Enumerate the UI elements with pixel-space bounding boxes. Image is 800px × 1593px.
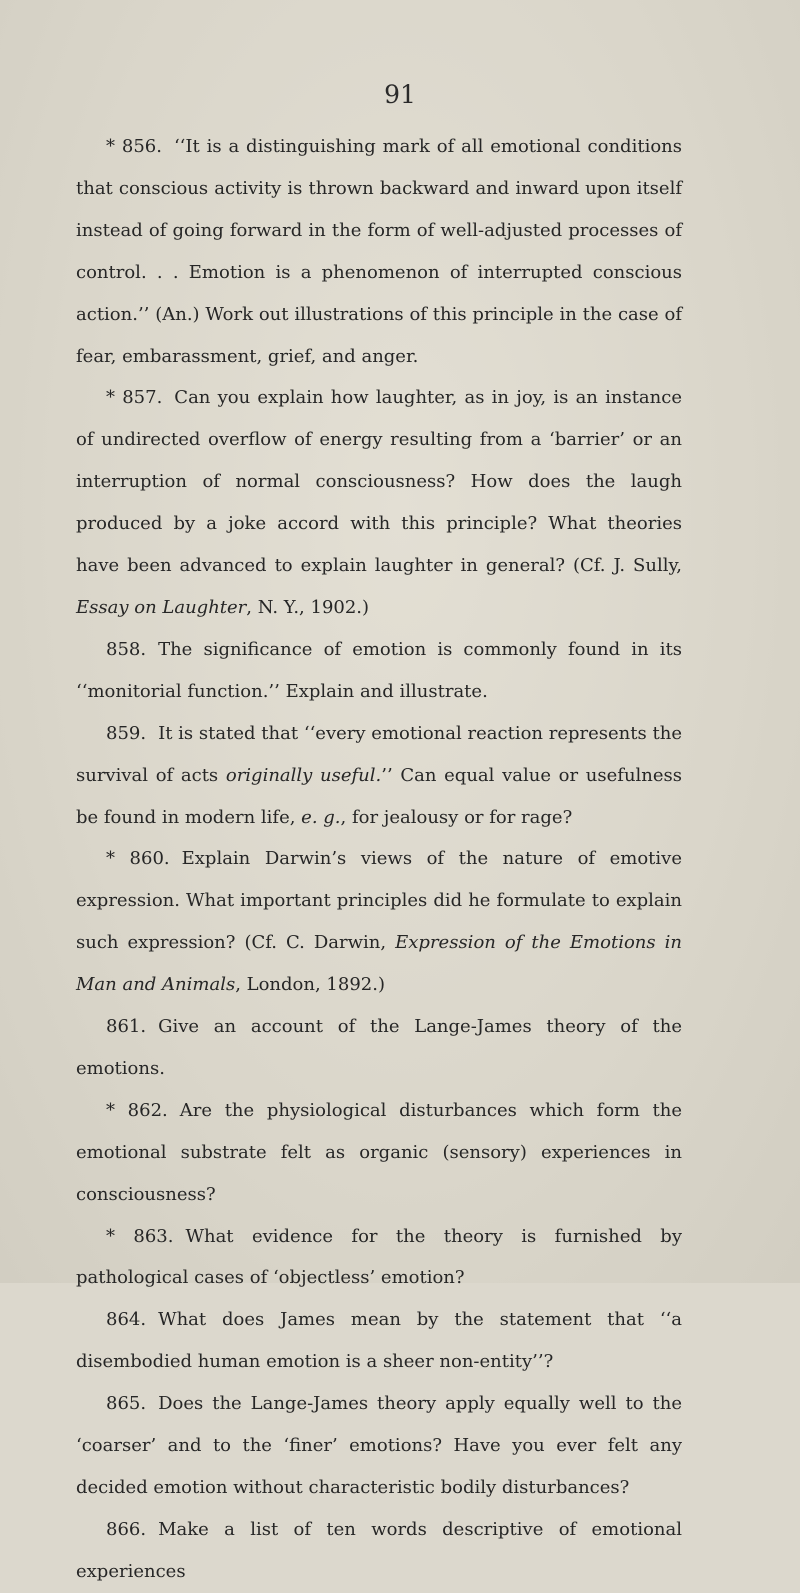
question-paragraph xyxy=(76,1006,682,1090)
question-paragraph xyxy=(76,1299,682,1383)
question-text: ’’ Can equal value or usefulness be found in modern life, xyxy=(76,764,683,828)
question-number: * 856. xyxy=(106,136,162,157)
question-text: It is stated that ‘‘every emotional reaction represents the survival of acts xyxy=(76,722,682,786)
question-number: 859. xyxy=(106,722,147,744)
italic-title-text: e. g. xyxy=(301,806,341,828)
question-paragraph xyxy=(76,377,682,628)
question-text: Are the physiological disturbances which form the emotional substrate felt as organic (sensory) experiences in consciousness? xyxy=(76,1099,682,1205)
question-text: What does James mean by the statement that ‘‘a disembodied human emotion is a sheer non-entity’’? xyxy=(76,1309,682,1373)
question-text: , London, 1892.) xyxy=(235,974,385,996)
question-text: , for jealousy or for rage? xyxy=(340,806,573,828)
question-paragraph xyxy=(76,1509,682,1593)
question-number: 861. xyxy=(106,1016,147,1038)
question-text: Give an account of the Lange-James theory of the emotions. xyxy=(76,1016,682,1079)
question-text: What evidence for the theory is furnished by pathological cases of ‘objectless’ emotion? xyxy=(76,1225,682,1289)
question-paragraph xyxy=(76,1090,682,1216)
question-text: Does the Lange-James theory apply equally well to the ‘coarser’ and to the ‘finer’ emotions? Have you ever felt any decided emotion without characteristic bodily disturbances? xyxy=(76,1393,682,1498)
question-number: * 857. xyxy=(106,387,163,409)
question-text: , N. Y., 1902.) xyxy=(246,596,370,618)
question-paragraph xyxy=(76,713,682,839)
question-list xyxy=(76,126,682,1593)
question-number: 865. xyxy=(106,1393,147,1415)
question-paragraph xyxy=(76,838,682,1006)
question-paragraph xyxy=(76,1383,682,1509)
question-paragraph xyxy=(76,629,682,713)
italic-title-text: originally useful. xyxy=(225,764,382,786)
question-text: Make a list of ten words descriptive of emotional experiences xyxy=(76,1518,682,1582)
question-paragraph xyxy=(76,126,682,377)
question-text: ‘‘It is a distinguishing mark of all emotional conditions that conscious activity is thrown backward and inward upon itself instead of going forward in the form of well-adjusted processes of control. . . Emotion is a phenomenon of interrupted conscious action.’’ (An.) Work out illustrations of this principle in the case of fear, embarassment, grief, and anger. xyxy=(76,136,682,367)
question-paragraph xyxy=(76,1216,682,1300)
question-text: Explain Darwin’s views of the nature of emotive expression. What important principles did he formulate to explain such expression? (Cf. C. Darwin, xyxy=(76,848,682,954)
question-number: * 863. xyxy=(106,1225,174,1247)
question-number: 858. xyxy=(106,638,147,660)
question-number: 866. xyxy=(106,1518,147,1540)
italic-title-text: Expression of the Emotions in Man and Animals xyxy=(76,932,682,996)
question-number: * 860. xyxy=(106,848,170,870)
page-number: 91 xyxy=(384,80,416,109)
question-number: * 862. xyxy=(106,1099,168,1121)
italic-title-text: Essay on Laughter xyxy=(76,596,247,618)
question-text: Can you explain how laughter, as in joy, is an instance of undirected overflow of energy resulting from a ‘barrier’ or an interruption of normal consciousness? How does the laugh produced by a joke accord with this principle? What theories have been advanced to explain laughter in general? (Cf. J. Sully, xyxy=(76,387,682,577)
question-number: 864. xyxy=(106,1309,147,1331)
question-text: The significance of emotion is commonly found in its ‘‘monitorial function.’’ Explain and illustrate. xyxy=(76,638,682,702)
